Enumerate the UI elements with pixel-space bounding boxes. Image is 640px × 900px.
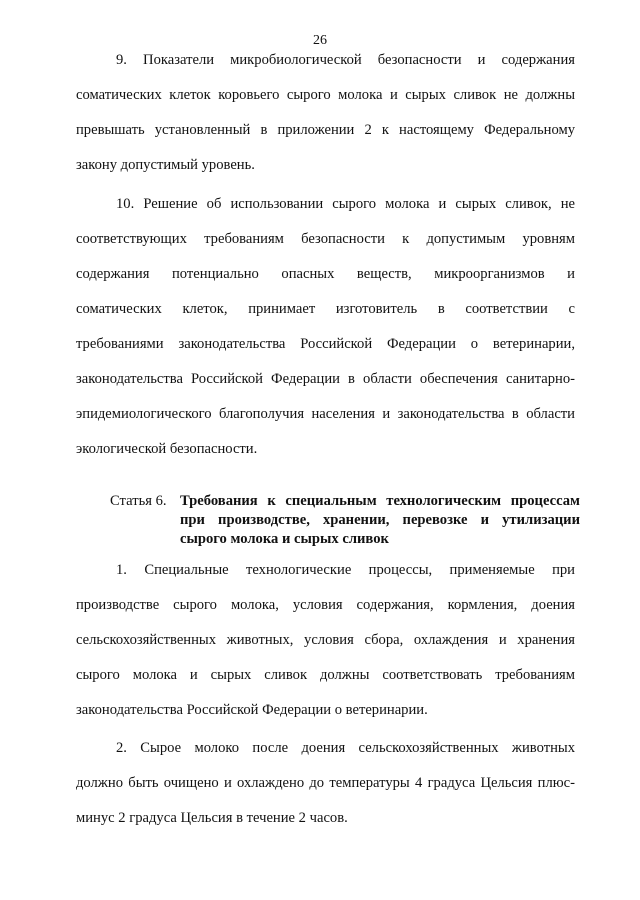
paragraph-1 [76,562,575,737]
paragraph-line: закону допустимый уровень. [76,157,255,173]
paragraph-line: превышать установленный в приложении 2 к настоящему Федеральному [76,122,575,138]
paragraph-line: производстве сырого молока, условия содержания, кормления, доения [76,597,575,613]
paragraph-line: минус 2 градуса Цельсия в течение 2 часов. [76,810,348,826]
paragraph-line: экологической безопасности. [76,441,258,457]
article-title [180,492,580,549]
paragraph-line: требованиями законодательства Российской Федерации о ветеринарии, [76,336,575,352]
article-label: Статья 6. [110,493,167,509]
paragraph-line: сельскохозяйственных животных, условия сбора, охлаждения и хранения [76,632,575,648]
paragraph-line: 1. Специальные технологические процессы, применяемые при [116,562,575,578]
article-title-line: при производстве, хранении, перевозке и утилизации [180,512,580,528]
paragraph-line: соматических клеток, принимает изготовитель в соответствии с [76,301,575,317]
paragraph-9 [76,52,575,192]
page-number: 26 [313,33,327,48]
article-title-line: сырого молока и сырых сливок [180,531,389,547]
paragraph-line: 9. Показатели микробиологической безопасности и содержания [116,52,575,68]
paragraph-line: сырого молока и сырых сливок должны соответствовать требованиям [76,667,575,683]
paragraph-line: законодательства Российской Федерации о ветеринарии. [76,702,428,718]
paragraph-2 [76,740,575,845]
paragraph-line: законодательства Российской Федерации в области обеспечения санитарно- [76,371,575,387]
paragraph-line: содержания потенциально опасных веществ, микроорганизмов и [76,266,575,282]
paragraph-line: эпидемиологического благополучия населения и законодательства в области [76,406,575,422]
paragraph-line: 10. Решение об использовании сырого молока и сырых сливок, не [116,196,575,212]
paragraph-line: соответствующих требованиям безопасности к допустимым уровням [76,231,575,247]
paragraph-line: 2. Сырое молоко после доения сельскохозяйственных животных [116,740,575,756]
article-title-line: Требования к специальным технологическим процессам [180,493,580,509]
paragraph-line: соматических клеток коровьего сырого молока и сырых сливок не должны [76,87,575,103]
paragraph-line: должно быть очищено и охлаждено до температуры 4 градуса Цельсия плюс- [76,775,575,791]
paragraph-10 [76,196,575,476]
